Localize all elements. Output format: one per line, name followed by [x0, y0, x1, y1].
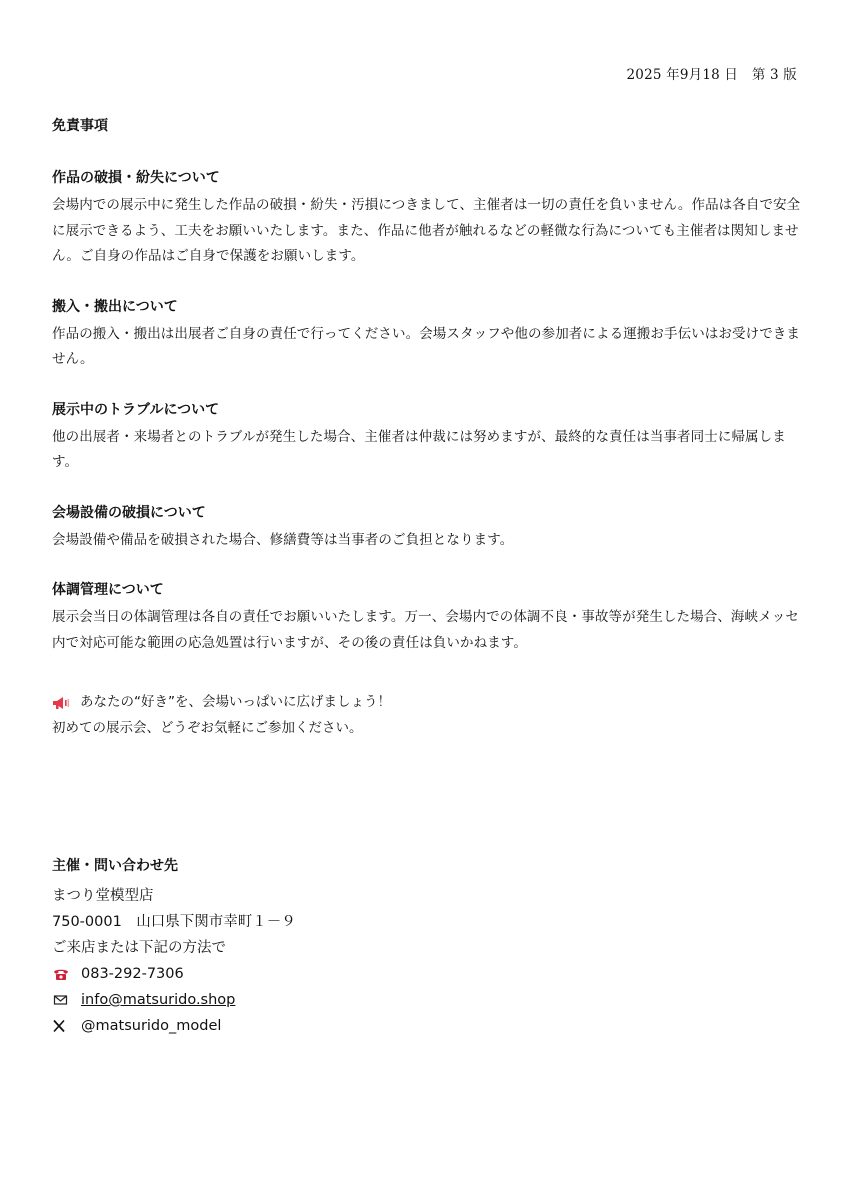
telephone-icon: [52, 967, 70, 981]
organizer-name: まつり堂模型店: [52, 888, 154, 904]
megaphone-icon: [52, 696, 70, 710]
document-title: 免責事項: [52, 118, 108, 134]
document-date-version: 2025 年9月18 日 第 3 版: [626, 67, 797, 83]
section-heading: 作品の破損・紛失について: [52, 170, 220, 186]
closing-line-1: [52, 690, 804, 716]
email-link[interactable]: info@matsurido.shop: [81, 992, 236, 1008]
x-logo-icon: [52, 1019, 70, 1033]
section-body: 展示会当日の体調管理は各自の責任でお願いいたします。万一、会場内での体調不良・事故等が発生した場合、海峡メッセ内で対応可能な範囲の応急処置は行いますが、その後の責任は負いかねます。: [52, 609, 799, 651]
section-carry-in-out: [52, 297, 804, 373]
phone-row: [52, 961, 552, 987]
organizer-address: 750-0001 山口県下関市幸町１－９: [52, 914, 296, 930]
phone-number: 083-292-7306: [81, 966, 184, 982]
section-body: 他の出展者・来場者とのトラブルが発生した場合、主催者は仲裁には努めますが、最終的な責任は当事者同士に帰属します。: [52, 428, 786, 470]
contact-block: [52, 856, 552, 1039]
x-row: [52, 1013, 552, 1039]
closing-line-2: 初めての展示会、どうぞお気軽にご参加ください。: [52, 719, 363, 736]
section-heading: 搬入・搬出について: [52, 298, 178, 315]
section-health: [52, 580, 804, 656]
mail-icon: [52, 993, 70, 1007]
section-body: 作品の搬入・搬出は出展者ご自身の責任で行ってください。会場スタッフや他の参加者による運搬お手伝いはお受けできません。: [52, 325, 800, 367]
section-body: 会場設備や備品を破損された場合、修繕費等は当事者のご負担となります。: [52, 531, 514, 548]
contact-note: ご来店または下記の方法で: [52, 940, 226, 956]
closing-text-1: あなたの“好き”を、会場いっぱいに広げましょう！: [80, 694, 391, 710]
section-facility-damage: [52, 503, 804, 554]
document-body: [52, 116, 804, 741]
section-damage-loss: [52, 168, 804, 270]
email-row: [52, 987, 552, 1013]
section-heading: 体調管理について: [52, 582, 164, 598]
section-heading: 会場設備の破損について: [52, 504, 206, 521]
contact-heading: 主催・問い合わせ先: [52, 858, 178, 874]
closing-message: [52, 690, 804, 741]
section-trouble: [52, 400, 804, 476]
section-heading: 展示中のトラブルについて: [52, 401, 220, 418]
section-body: 会場内での展示中に発生した作品の破損・紛失・汚損につきまして、主催者は一切の責任を負いません。作品は各自で安全に展示できるよう、工夫をお願いいたします。また、作品に他者が触れるなどの軽微な行為についても主催者は関知しません。ご自身の作品はご自身で保護をお願いします。: [52, 197, 801, 264]
x-handle[interactable]: @matsurido_model: [81, 1018, 222, 1034]
